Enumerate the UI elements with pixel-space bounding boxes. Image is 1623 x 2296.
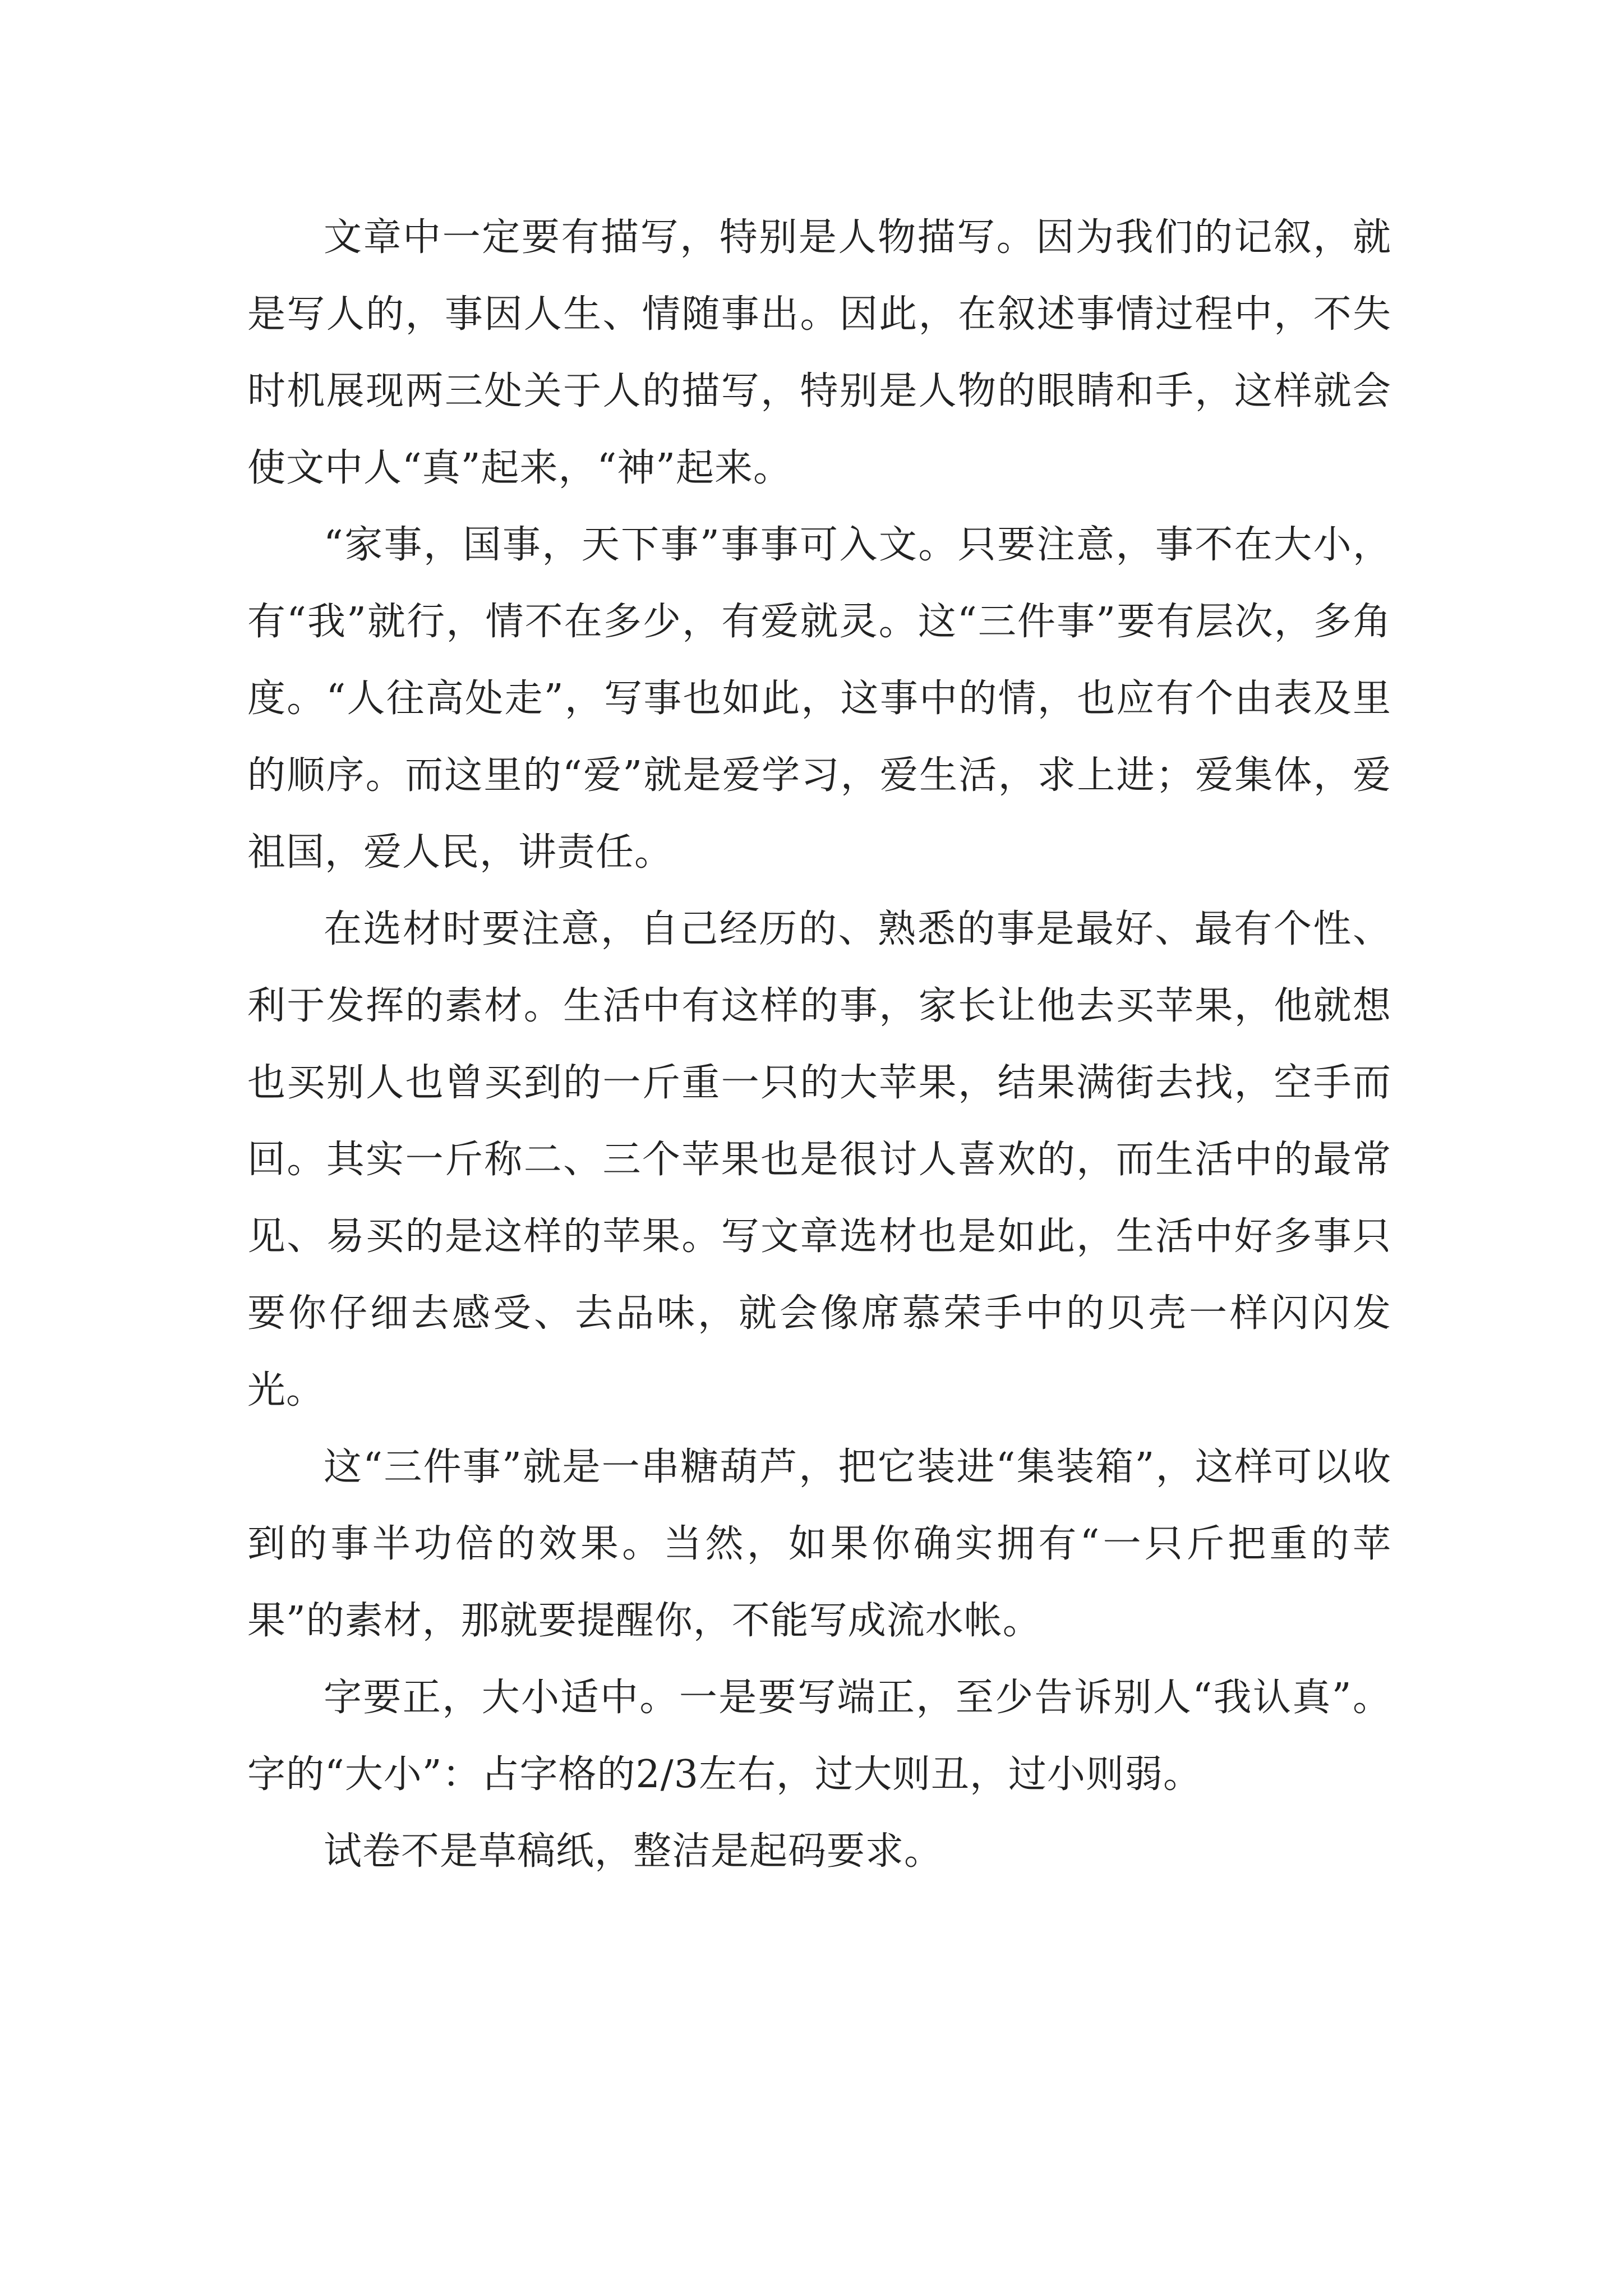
paragraph-handwriting: 字要正，大小适中。一是要写端正，至少告诉别人“我认真”。字的“大小”：占字格的2/3左右，过大则丑，过小则弱。 xyxy=(247,1676,1391,1797)
paragraph-three-things: “家事，国事，天下事”事事可入文。只要注意，事不在大小，有“我”就行，情不在多少，有爱就灵。这“三件事”要有层次，多角度。“人往高处走”，写事也如此，这事中的情，也应有个由表及里的顺序。而这里的“爱”就是爱学习，爱生活，求上进；爱集体，爱祖国，爱人民，讲责任。 xyxy=(247,523,1391,875)
document-body xyxy=(247,199,1391,1890)
paragraph-neatness: 试卷不是草稿纸，整洁是起码要求。 xyxy=(324,1829,943,1874)
paragraph-description: 文章中一定要有描写，特别是人物描写。因为我们的记叙，就是写人的，事因人生、情随事出。因此，在叙述事情过程中，不失时机展现两三处关于人的描写，特别是人物的眼睛和手，这样就会使文中人“真”起来，“神”起来。 xyxy=(247,215,1391,490)
paragraph-tanghulu: 这“三件事”就是一串糖葫芦，把它装进“集装箱”，这样可以收到的事半功倍的效果。当然，如果你确实拥有“一只斤把重的苹果”的素材，那就要提醒你，不能写成流水帐。 xyxy=(247,1445,1391,1643)
paragraph-material-selection: 在选材时要注意，自己经历的、熟悉的事是最好、最有个性、利于发挥的素材。生活中有这样的事，家长让他去买苹果，他就想也买别人也曾买到的一斤重一只的大苹果，结果满街去找，空手而回。其实一斤称二、三个苹果也是很讨人喜欢的，而生活中的最常见、易买的是这样的苹果。写文章选材也是如此，生活中好多事只要你仔细去感受、去品味，就会像席慕荣手中的贝壳一样闪闪发光。 xyxy=(247,907,1391,1412)
